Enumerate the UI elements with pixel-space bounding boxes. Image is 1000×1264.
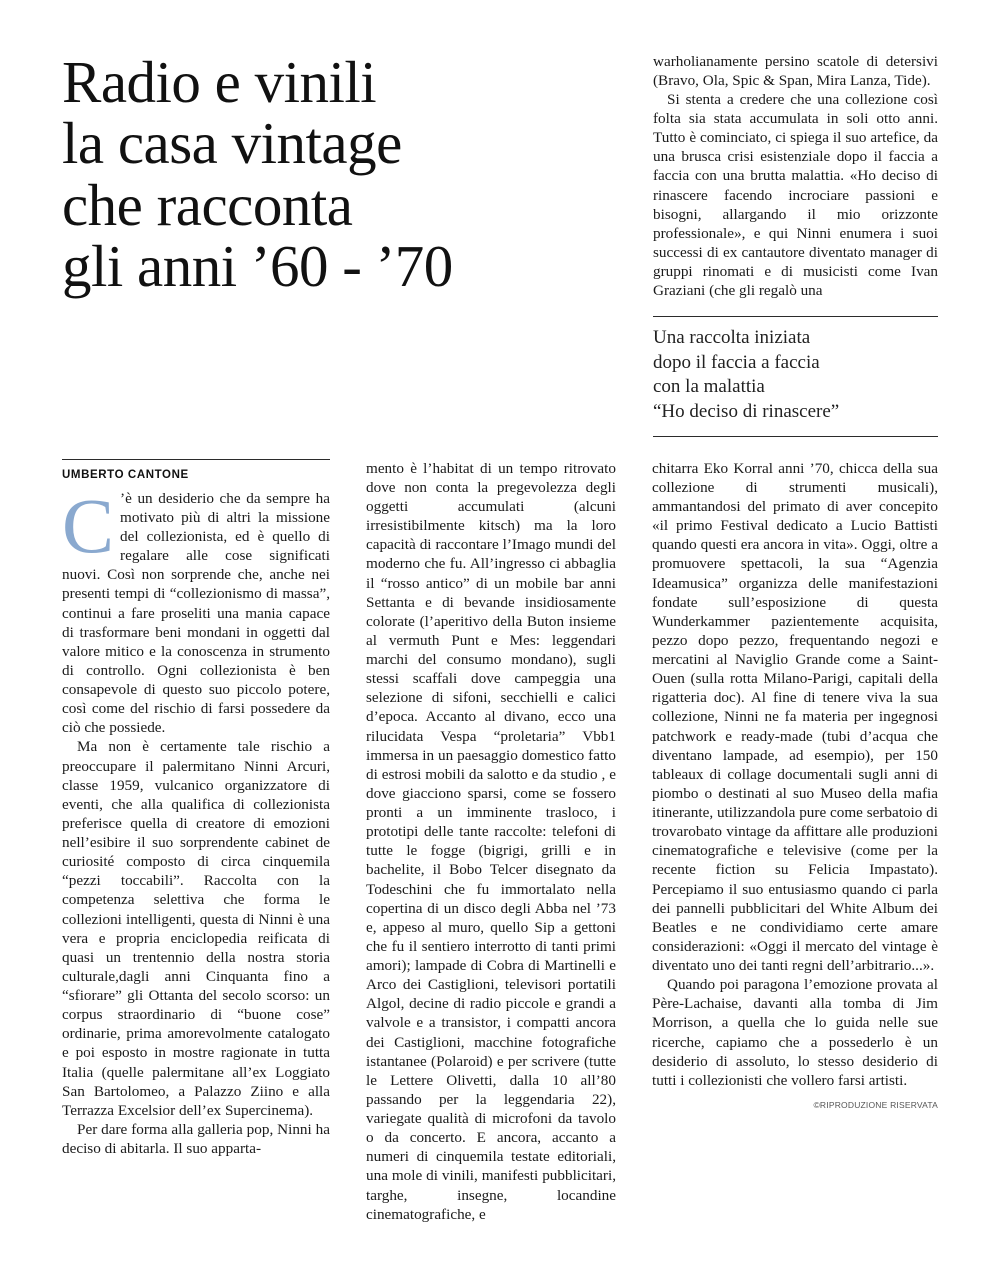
body-column-3: [634, 459, 938, 1110]
paragraph: mento è l’habitat di un tempo ritrovato dove non conta la pregevolezza degli oggetti accumulati (alcuni irresistibilmente kitsch) ma la loro capacità di raccontare l’Imago mundi del moderno che fu. All’ingresso ci abbaglia il “rosso antico” di un mobile bar anni Settanta e di bevande insidiosamente colorate (l’aperitivo della Buton insieme al vermuth Punt e Mes: leggendari marchi del consumo mondano), sugli stessi scaffali dove campeggia una selezione di sifoni, secchielli e calici d’epoca. Accanto al divano, ecco una rilucidata Vespa “proletaria” Vbb1 immersa in un paesaggio domestico fatto di estrosi mobili da salotto e da studio , e dove giacciono sparsi, come se fossero pronti a un imminente trasloco, i prototipi delle tante raccolte: telefoni di tutte le fogge (bigrigi, grilli e in bachelite, il Bobo Telcer disegnato da Todeschini che fu immortalato nella copertina di un disco degli Abba nel ’73 e, appeso al muro, quello Sip a gettoni che fu il sentiero interrotto di tanti primi amori); lampade di Cobra di Martinelli e Arco dei Castiglioni, televisori portatili Algol, decine di radio piccole e grandi a valvole e a transistor, i compatti ancora dei Castiglioni, macchine fotografiche istantanee (Polaroid) e per scrivere (tutte le Lettere Olivetti, dalla 10 all’80 passando per la leggendaria 22), variegate qualità di microfoni da tavolo o da concerto. E ancora, accanto a numeri di cinquemila testate editoriali, una mole di vinili, manifesti pubblicitari, targhe, insegne, locandine cinematografiche, e: [366, 459, 616, 1223]
paragraph: Per dare forma alla galleria pop, Ninni ha deciso di abitarla. Il suo apparta-: [62, 1120, 330, 1158]
headline-column: [62, 49, 637, 300]
headline-line-4: gli anni ’60 - ’70: [62, 233, 453, 300]
pullquote: [653, 316, 938, 437]
paragraph: Quando poi paragona l’emozione provata al Père-Lachaise, davanti alla tomba di Jim Morrison, a quella che lo guida nelle sue ricerche, capiamo che a possederlo è un desiderio di assoluto, lo stesso desiderio di tutti i collezionisti che vollero farsi artisti.: [652, 976, 938, 1089]
intro-paragraph-1: warholianamente persino scatole di detersivi (Bravo, Ola, Spic & Span, Mira Lanza, Tide).: [653, 53, 938, 90]
headline-line-1: Radio e vinili: [62, 49, 377, 115]
column-3-text: [652, 459, 938, 1090]
drop-cap: C: [62, 481, 115, 569]
column-2-text: [366, 459, 616, 1224]
body-section: [62, 459, 938, 1224]
paragraph: Ma non è certamente tale rischio a preoccupare il palermitano Ninni Arcuri, classe 1959, vulcanico organizzatore di eventi, che alla qualifica di collezionista preferisce quella di creatore di emozioni nell’esibire il suo sorprendente cabinet de curiosité composto di circa cinquemila “pezzi toccabili”. Raccolta con la competenza selettiva che forma le collezioni intelligenti, questa di Ninni è una vera e propria enciclopedia reificata di quasi un trentennio della nostra storia culturale,dagli anni Cinquanta fino a “sfiorare” gli Ottanta del secolo scorso: un corpus straordinario di “buone cose” ordinarie, prima amorevolmente catalogato e poi esposto in mostre ragionate in tutta Italia (quelle palermitane all’ex Loggiato San Bartolomeo, a Palazzo Ziino e alla Terrazza Excelsior dell’ex Supercinema).: [62, 738, 330, 1119]
column-rule: [62, 459, 330, 460]
byline: UMBERTO CANTONE: [62, 468, 189, 481]
paragraph-text: ’è un desiderio che da sempre ha motivato più di altri la missione del collezionista, ed è quello di regalare alle cose significati nuovi. Così non sorprende che, anche nei presenti tempi di “collezionismo di massa”, continui a fare proseliti una mania capace di trasformare beni mondani in oggetti dal valore mitico e la conoscenza in strumento di controllo. Ogni collezionista è ben consapevole di questo suo piccolo potere, così come del rischio di farsi possedere da ciò che possiede.: [62, 489, 330, 737]
paragraph: [62, 481, 330, 738]
body-column-1: [62, 459, 348, 1158]
copyright-notice: ©RIPRODUZIONE RISERVATA: [813, 1099, 938, 1110]
pullquote-line-2: dopo il faccia a faccia: [653, 351, 820, 373]
pullquote-line-1: Una raccolta iniziata: [653, 327, 811, 349]
page-title: [62, 49, 623, 300]
body-column-2: [348, 459, 634, 1224]
masthead: [62, 49, 938, 437]
pullquote-line-4: “Ho deciso di rinascere”: [653, 401, 840, 423]
intro-column: [637, 52, 938, 437]
headline-line-3: che racconta: [62, 171, 353, 238]
headline-line-2: la casa vintage: [62, 110, 402, 177]
intro-paragraph-2: Si stenta a credere che una collezione così folta sia stata accumulata in soli otto anni. Tutto è cominciato, ci spiega il suo artefice, da una brusca crisi esistenziale dopo il faccia a faccia con una brutta malattia. «Ho deciso di rinascere facendo incrociare passioni e bisogni, allargando il mio orizzonte professionale», e qui Ninni enumera i suoi successi di ex cantautore diventato manager di gruppi rinomati e di musicisti come Ivan Graziani (che gli regalò una: [653, 91, 938, 299]
column-1-text: [62, 481, 330, 1158]
pullquote-line-3: con la malattia: [653, 376, 765, 398]
paragraph: chitarra Eko Korral anni ’70, chicca della sua collezione di strumenti musicali), ammantandosi del primato di aver concepito «il primo Festival dedicato a Lucio Battisti quando questi era ancora in vita». Oggi, oltre a promuovere spettacoli, la sua “Agenzia Ideamusica” organizza delle manifestazioni fondate sull’esposizione di questa Wunderkammer pazientemente acquisita, pezzo dopo pezzo, frequentando negozi e mercatini al Naviglio Grande come a Saint-Ouen (sulla rotta Milano-Parigi, capitali della rigatteria doc). Al fine di tenere viva la sua collezione, Ninni ne fa materia per ingegnosi patchwork e ready-made (tubi d’acqua che diventano lampade, ad esempio), per 150 tableaux di collage documentali sugli anni di piombo o destinati al suo Museo della mafia itinerante, utilizzandola pure come serbatoio di trovarobato vintage da affittare alle produzioni cinematografiche e televisive (come per la recente fiction su Felicia Impastato). Percepiamo il suo entusiasmo quando ci parla dei pannelli pubblicitari del White Album dei Beatles e ne condividiamo certe amare considerazioni: «Oggi il mercato del vintage è diventato uno dei tanti regni dell’arbitrario...».: [652, 459, 938, 975]
